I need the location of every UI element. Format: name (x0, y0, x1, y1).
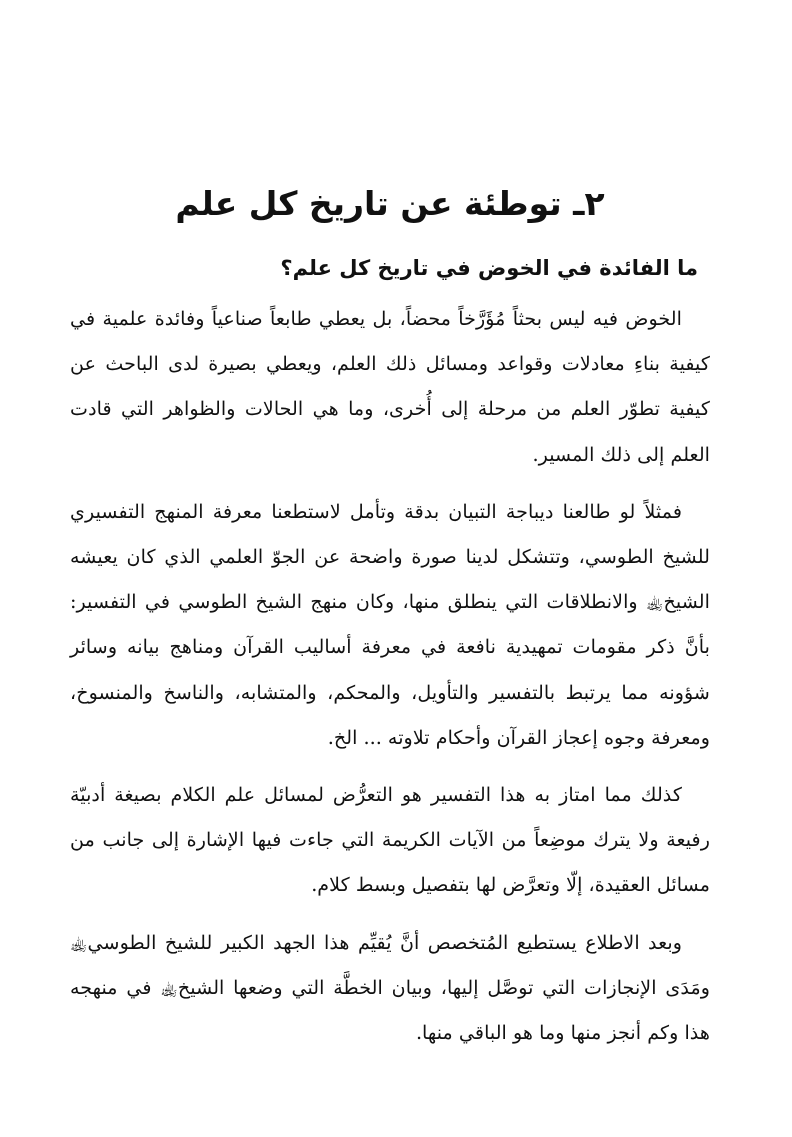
chapter-title: ٢ـ توطئة عن تاريخ كل علم (175, 184, 605, 223)
paragraph-4: وبعد الاطلاع يستطيع المُتخصص أنَّ يُقيِّم هذا الجهد الكبير للشيخ الطوسي﵀ ومَدَى الإنجازات التي توصَّل إليها، وبيان الخطَّة التي وضعها الشيخ﵀ في منهجه هذا وكم أنجز منها وما هو الباقي منها. (70, 930, 710, 1045)
paragraph-3: كذلك مما امتاز به هذا التفسير هو التعرُّض لمسائل علم الكلام بصيغة أدبيّة رفيعة ولا يترك موضِعاً من الآيات الكريمة التي جاءت فيها الإشارة إلى جانب من مسائل العقيدة، إلّا وتعرَّض لها بتفصيل وبسط كلام. (70, 783, 710, 897)
book-page (70, 0, 710, 1137)
paragraph-1: الخوض فيه ليس بحثاً مُؤَرَّخاً محضاً، بل يعطي طابعاً صناعياً وفائدة علمية في كيفية بناءِ معادلات وقواعد ومسائل ذلك العلم، ويعطي بصيرة لدى الباحث عن كيفية تطوّر العلم من مرحلة إلى أُخرى، وما هي الحالات والظواهر التي قادت العلم إلى ذلك المسير. (70, 307, 710, 466)
section-heading: ما الفائدة في الخوض في تاريخ كل علم؟ (280, 256, 698, 280)
body-text (70, 296, 710, 1067)
paragraph-2: فمثلاً لو طالعنا ديباجة التبيان بدقة وتأمل لاستطعنا معرفة المنهج التفسيري للشيخ الطوسي، وتتشكل لدينا صورة واضحة عن الجوّ العلمي الذي كان يعيشه الشيخ﵀ والانطلاقات التي ينطلق منها، وكان منهج الشيخ الطوسي في التفسير: بأنَّ ذكر مقومات تمهيدية نافعة في معرفة أساليب القرآن ومناهج بيانه وسائر شؤونه مما يرتبط بالتفسير والتأويل، والمحكم، والمتشابه، والناسخ والمنسوخ، ومعرفة وجوه إعجاز القرآن وأحكام تلاوته ... الخ. (70, 499, 710, 749)
